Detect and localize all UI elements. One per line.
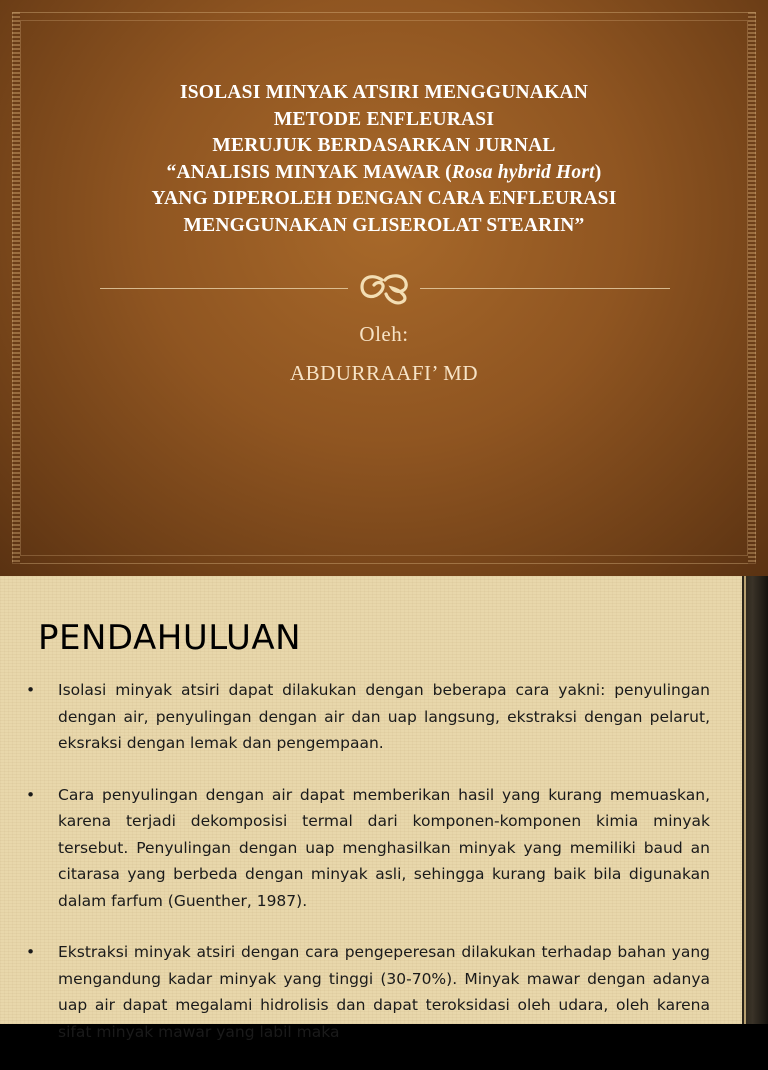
content-slide[interactable] [0,576,768,1041]
scroll-flourish-icon [352,268,416,308]
bullet-text: Cara penyulingan dengan air dapat memberikan hasil yang kurang memuaskan, karena terjadi dekomposisi termal dari komponen-komponen kimia minyak tersebut. Penyulingan dengan uap menghasilkan minyak yang memiliki baud an citarasa yang berbeda dengan minyak asli, sehingga kurang baik bila digunakan dalam farfum (Guenther, 1987). [58,785,710,910]
bullet-dot-icon: • [26,785,36,804]
slide-edge-line [744,576,746,1024]
bullet-text: Isolasi minyak atsiri dapat dilakukan dengan beberapa cara yakni: penyulingan dengan air, penyulingan dengan air dan uap langsung, ekstraksi dengan pelarut, eksraksi dengan lemak dan pengempaan. [58,681,710,752]
title-line: METODE ENFLEURASI [273,108,495,130]
title-line: MERUJUK BERDASARKAN JURNAL [212,135,556,156]
title-line: YANG DIPEROLEH DENGAN CARA ENFLEURASI [151,188,617,209]
divider-line-left [100,288,348,289]
frame-post-left [12,12,20,564]
slide-heading: PENDAHULUAN [38,618,302,658]
bullet-item [22,939,710,1045]
divider-line-right [420,288,670,289]
author-name: ABDURRAAFI’ MD [289,361,479,385]
bullet-item [22,782,710,915]
journal-title-start: “ANALISIS MINYAK MAWAR ( [166,161,452,183]
title-line-journal [70,160,698,187]
by-label: Oleh: [359,322,409,346]
presentation-title [70,80,698,239]
journal-title-paren: ) [594,161,602,183]
frame-post-right [748,12,756,564]
bullet-item [22,677,710,757]
species-name: Rosa hybrid Hort [451,161,595,183]
title-line: ISOLASI MINYAK ATSIRI MENGGUNAKAN [179,82,589,103]
bullet-list [22,677,710,1070]
title-line: MENGGUNAKAN GLISEROLAT STEARIN” [183,214,585,236]
bullet-dot-icon: • [26,943,36,961]
bullet-text: Ekstraksi minyak atsiri dengan cara pengeperesan dilakukan terhadap bahan yang mengandung kadar minyak yang tinggi (30-70%). Minyak mawar dengan adanya uap air dapat megalami hidrolisis dan dapat teroksidasi oleh udara, oleh karena sifat minyak mawar yang labil maka [58,943,710,1041]
bullet-dot-icon: • [26,681,36,699]
